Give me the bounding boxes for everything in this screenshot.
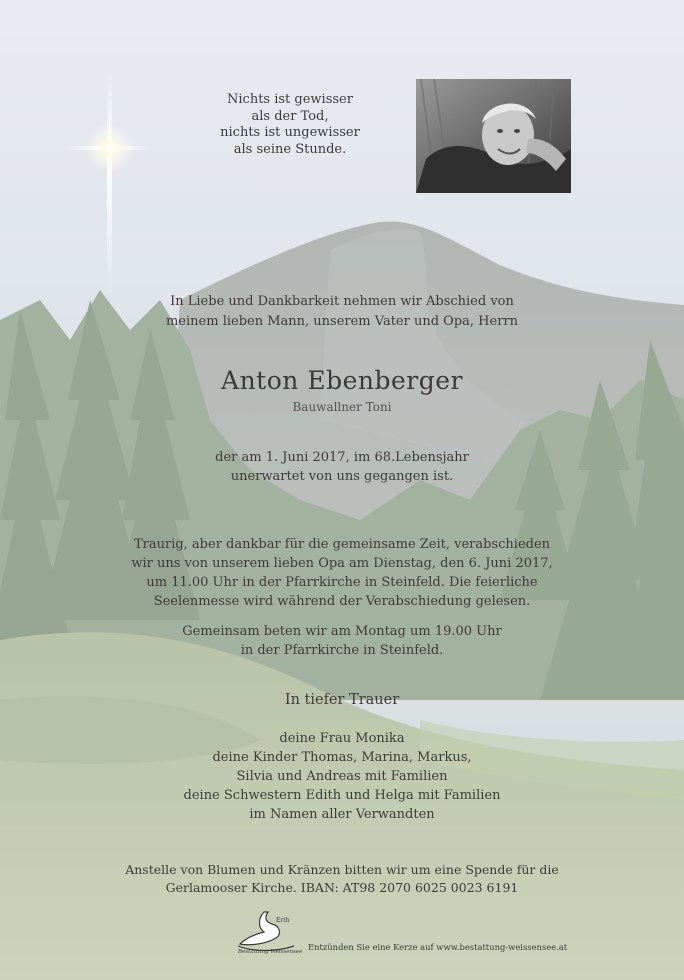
farewell-line: wir uns von unserem lieben Opa am Dienstag, den 6. Juni 2017,	[131, 556, 553, 571]
intro-text	[0, 292, 684, 332]
death-notice	[0, 448, 684, 486]
quote-line: Nichts ist gewisser	[227, 92, 353, 107]
mourners-list	[0, 729, 684, 824]
mourner-line: im Namen aller Verwandten	[249, 807, 435, 822]
donation-line: Gerlamooser Kirche. IBAN: AT98 2070 6025 0023 6191	[165, 880, 519, 895]
mourner-line: deine Kinder Thomas, Marina, Markus,	[212, 750, 472, 765]
farewell-line: um 11.00 Uhr in der Pfarrkirche in Steinfeld. Die feierliche	[146, 575, 538, 590]
quote-line: als der Tod,	[251, 108, 329, 124]
prayer-line: Gemeinsam beten wir am Montag um 19.00 Uhr	[182, 624, 502, 639]
deceased-name: Anton Ebenberger	[221, 366, 463, 395]
donation-line: Anstelle von Blumen und Kränzen bitten wir um eine Spende für die	[125, 862, 559, 877]
portrait-photo	[416, 79, 571, 193]
prayer-line: in der Pfarrkirche in Steinfeld.	[240, 643, 444, 658]
mourner-line: Silvia und Andreas mit Familien	[236, 769, 448, 784]
prayer-text	[0, 622, 684, 660]
donation-text	[0, 861, 684, 897]
intro-line: meinem lieben Mann, unserem Vater und Opa, Herrn	[165, 314, 518, 329]
footer	[236, 908, 566, 958]
farewell-line: Seelenmesse wird während der Verabschiedung gelesen.	[153, 594, 531, 609]
logo-text-top: Erth	[276, 917, 290, 924]
logo-text-bottom: Bestattung Weissensee	[238, 949, 303, 954]
deceased-nickname: Bauwallner Toni	[292, 400, 392, 414]
death-line: unerwartet von uns gegangen ist.	[230, 469, 454, 484]
intro-line: In Liebe und Dankbarkeit nehmen wir Abschied von	[170, 294, 514, 309]
candle-link-text[interactable]: Entzünden Sie eine Kerze auf www.bestattung-weissensee.at	[308, 942, 568, 952]
quote-line: nichts ist ungewisser	[220, 125, 360, 140]
mourner-line: deine Frau Monika	[279, 731, 405, 746]
quote-block	[190, 92, 390, 158]
quote-line: als seine Stunde.	[233, 141, 347, 157]
swan-logo-icon	[236, 908, 306, 954]
farewell-text	[0, 535, 684, 611]
mourning-heading: In tiefer Trauer	[284, 692, 400, 708]
farewell-line: Traurig, aber dankbar für die gemeinsame Zeit, verabschieden	[133, 537, 551, 552]
death-line: der am 1. Juni 2017, im 68.Lebensjahr	[215, 450, 469, 465]
mourner-line: deine Schwestern Edith und Helga mit Familien	[183, 788, 501, 803]
